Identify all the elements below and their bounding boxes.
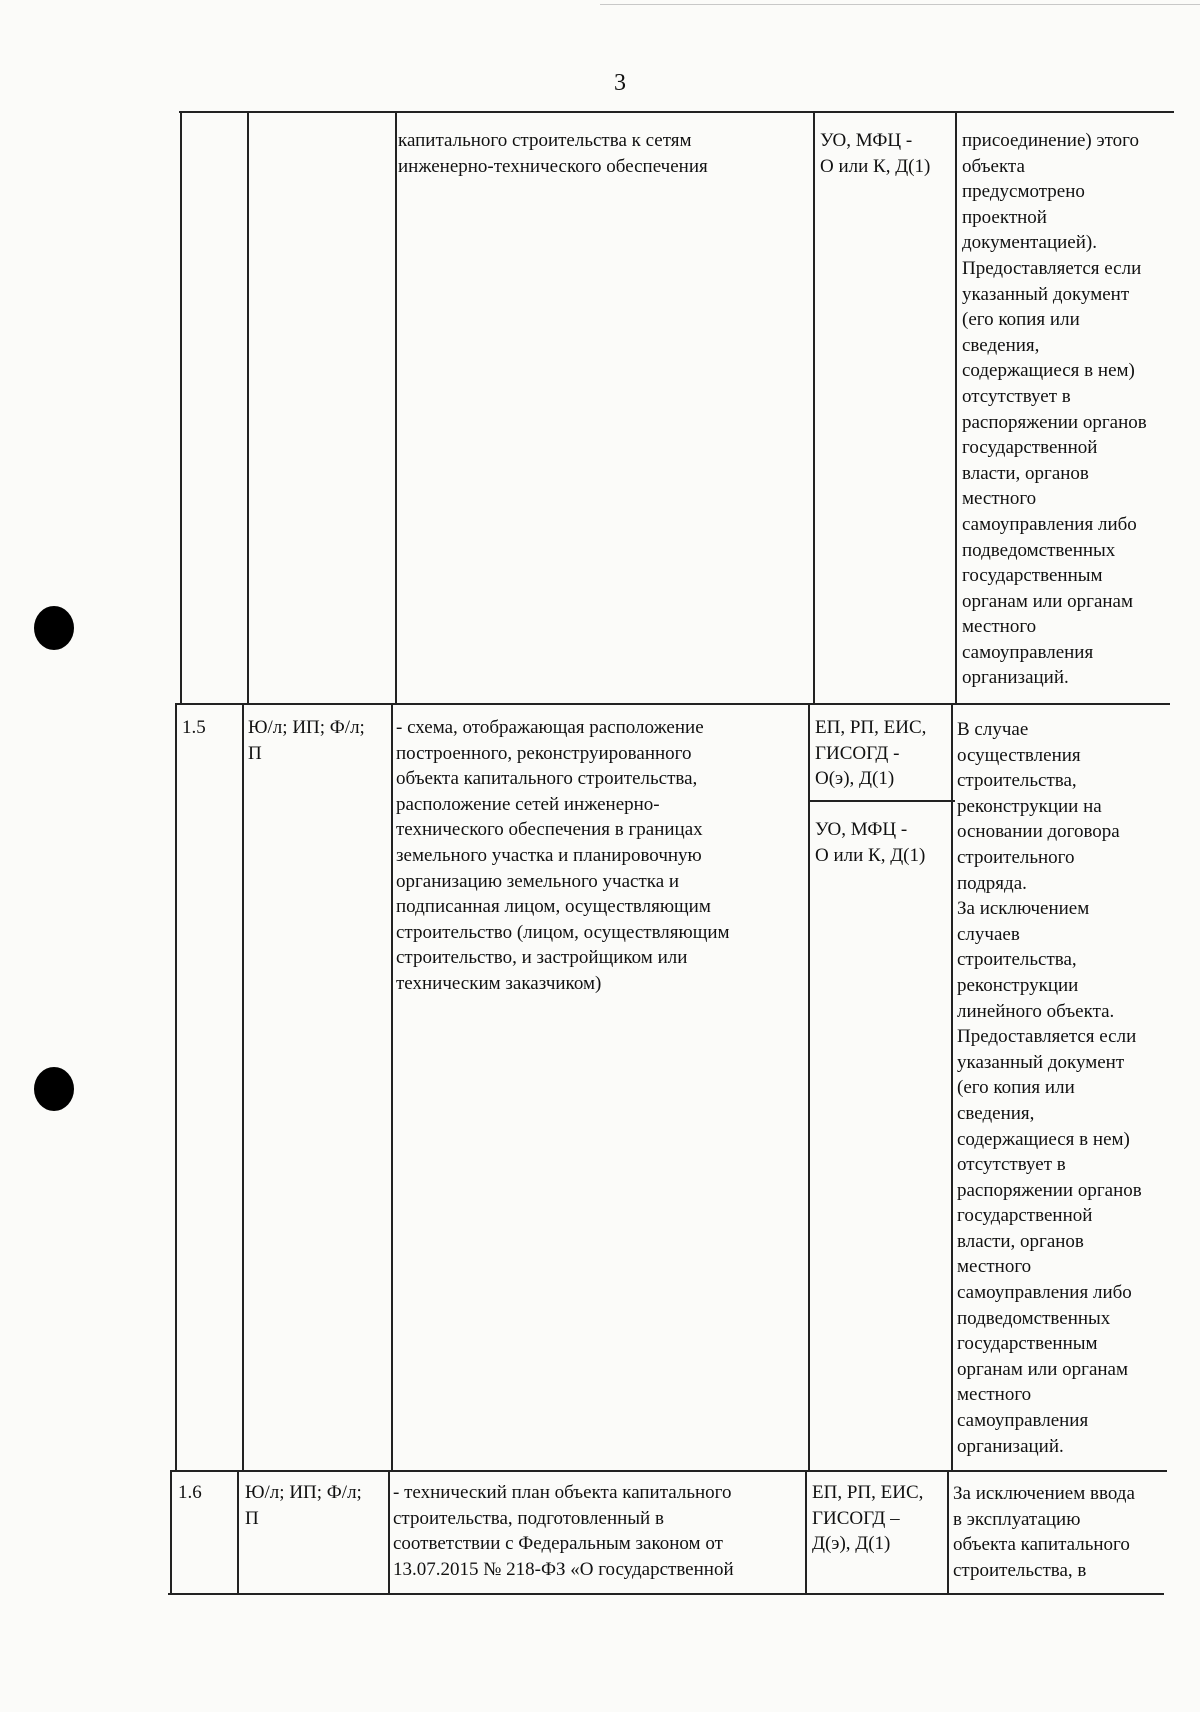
row-document: - технический план объекта капитального строительства, подготовленный в соответствии с Федеральным законом от 13.07.2015 № 218-ФЗ «О государственной bbox=[393, 1482, 734, 1580]
scan-edge-line bbox=[600, 4, 1200, 5]
row-applicant: Ю/л; ИП; Ф/л; П bbox=[248, 717, 365, 764]
table-border-left bbox=[175, 703, 177, 1472]
binder-hole bbox=[34, 606, 74, 650]
table-border-top bbox=[179, 111, 1174, 113]
table-border-bottom bbox=[168, 1593, 1164, 1595]
row-note: В случае осуществления строительства, реконструкции на основании договора строительного подряда. За исключением случаев строительства, реконструкции линейного объекта. Предоставляется если указанный документ (его копия или сведения, содержащиеся в нем) отсутствует в распоряжении органов государственной власти, органов местного самоуправления либо подведомственных государственным органам или органам местного самоуправления организаций. bbox=[957, 719, 1142, 1457]
row-number: 1.6 bbox=[178, 1482, 202, 1503]
column-divider bbox=[947, 1470, 949, 1595]
column-divider bbox=[955, 111, 957, 705]
row-source: ЕП, РП, ЕИС, ГИСОГД - О(э), Д(1) bbox=[815, 717, 927, 790]
row-source: УО, МФЦ - О или К, Д(1) bbox=[820, 130, 931, 177]
row-document: - схема, отображающая расположение построенного, реконструированного объекта капитального строительства, расположение сетей инженерно- технического обеспечения в границах земельного участка и планировочную организацию земельного участка и подписанная лицом, осуществляющим строительство (лицом, осуществляющим строительство, и застройщиком или техническим заказчиком) bbox=[396, 717, 730, 994]
table-border-left bbox=[170, 1470, 172, 1595]
column-divider bbox=[391, 703, 393, 1472]
column-divider bbox=[237, 1470, 239, 1595]
column-divider bbox=[388, 1470, 390, 1595]
row-note: присоединение) этого объекта предусмотрено проектной документацией). Предоставляется если указанный документ (его копия или сведения, содержащиеся в нем) отсутствует в распоряжении органов государственной власти, органов местного самоуправления либо подведомственных государственным органам или органам местного самоуправления организаций. bbox=[962, 130, 1147, 689]
row-source: УО, МФЦ - О или К, Д(1) bbox=[815, 819, 926, 866]
page-number: 3 bbox=[614, 70, 626, 96]
column-divider bbox=[247, 111, 249, 705]
row-number: 1.5 bbox=[182, 717, 206, 738]
row-source: ЕП, РП, ЕИС, ГИСОГД – Д(э), Д(1) bbox=[812, 1482, 924, 1555]
column-divider bbox=[813, 111, 815, 705]
row-applicant: Ю/л; ИП; Ф/л; П bbox=[245, 1482, 362, 1529]
column-divider bbox=[395, 111, 397, 705]
row-document: капитального строительства к сетям инженерно-технического обеспечения bbox=[398, 130, 708, 177]
row-divider bbox=[175, 703, 1170, 705]
row-divider bbox=[170, 1470, 1167, 1472]
row-note: За исключением ввода в эксплуатацию объекта капитального строительства, в bbox=[953, 1483, 1135, 1581]
column-divider bbox=[808, 703, 810, 1472]
column-divider bbox=[951, 703, 953, 1472]
column-divider bbox=[805, 1470, 807, 1595]
source-divider bbox=[810, 800, 955, 802]
binder-hole bbox=[34, 1067, 74, 1111]
table-border-left bbox=[180, 111, 182, 705]
column-divider bbox=[242, 703, 244, 1472]
